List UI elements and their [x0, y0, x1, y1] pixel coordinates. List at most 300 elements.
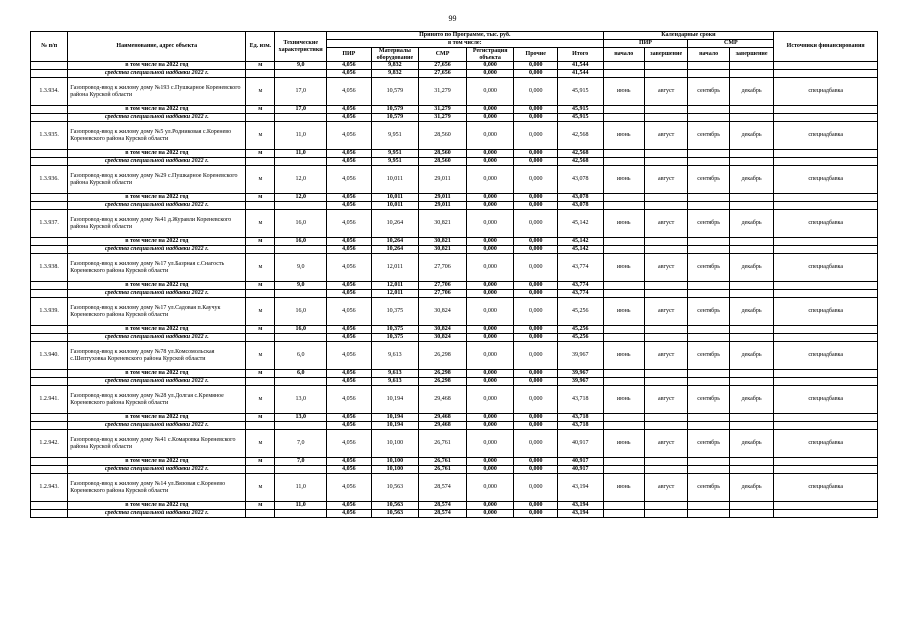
year-row — [31, 106, 878, 114]
pir-cell: 4,056 — [327, 430, 372, 458]
empty-cell — [246, 290, 275, 298]
empty-cell — [603, 282, 644, 290]
pir-cell: 4,056 — [327, 122, 372, 150]
total-cell: 39,967 — [557, 378, 603, 386]
unit-cell: м — [246, 370, 275, 378]
reg-cell: 0,000 — [466, 78, 514, 106]
empty-cell — [603, 246, 644, 254]
total-cell: 43,194 — [557, 502, 603, 510]
smr-cell: 26,761 — [419, 458, 467, 466]
empty-cell — [729, 282, 774, 290]
materials-cell: 10,264 — [371, 210, 419, 238]
object-row — [31, 78, 878, 106]
year-label: в том числе на 2022 год — [68, 194, 246, 202]
total-cell: 45,256 — [557, 326, 603, 334]
materials-cell: 10,375 — [371, 334, 419, 342]
empty-cell — [603, 150, 644, 158]
object-name: Газопровод-ввод к жилому дому №14 ул.Вязовая с.Коренево Кореневского района Курской области — [68, 474, 246, 502]
pir-start-cell: июнь — [603, 298, 644, 326]
empty-cell — [729, 466, 774, 474]
empty-cell — [688, 414, 729, 422]
smr-end-cell: декабрь — [729, 430, 774, 458]
year-row — [31, 194, 878, 202]
reg-cell: 0,000 — [466, 334, 514, 342]
empty-cell — [774, 194, 878, 202]
smr-start-cell: сентябрь — [688, 254, 729, 282]
object-row — [31, 430, 878, 458]
header-smr: СМР — [419, 48, 467, 62]
empty-cell — [688, 458, 729, 466]
empty-cell — [644, 414, 687, 422]
total-cell: 45,142 — [557, 210, 603, 238]
empty-cell — [31, 114, 68, 122]
pir-end-cell: август — [644, 166, 687, 194]
empty-cell — [774, 326, 878, 334]
header-pir-start: начало — [603, 48, 644, 62]
empty-cell — [729, 502, 774, 510]
tech-cell: 16,0 — [275, 210, 327, 238]
total-cell: 45,142 — [557, 246, 603, 254]
other-cell: 0,000 — [514, 122, 557, 150]
empty-cell — [603, 370, 644, 378]
tech-cell: 11,0 — [275, 474, 327, 502]
empty-cell — [275, 466, 327, 474]
empty-cell — [644, 202, 687, 210]
pir-cell: 4,056 — [327, 378, 372, 386]
empty-cell — [729, 422, 774, 430]
smr-start-cell: сентябрь — [688, 298, 729, 326]
materials-cell: 10,194 — [371, 422, 419, 430]
pir-end-cell: август — [644, 386, 687, 414]
materials-cell: 10,563 — [371, 510, 419, 518]
empty-cell — [774, 502, 878, 510]
materials-cell: 10,264 — [371, 238, 419, 246]
reg-cell: 0,000 — [466, 114, 514, 122]
total-cell: 40,917 — [557, 458, 603, 466]
smr-cell: 26,761 — [419, 466, 467, 474]
other-cell: 0,000 — [514, 458, 557, 466]
other-cell: 0,000 — [514, 510, 557, 518]
pir-cell: 4,056 — [327, 246, 372, 254]
materials-cell: 10,100 — [371, 430, 419, 458]
materials-cell: 9,613 — [371, 342, 419, 370]
pir-cell: 4,056 — [327, 62, 372, 70]
pir-start-cell: июнь — [603, 430, 644, 458]
source-cell: спецнадбавка — [774, 78, 878, 106]
empty-cell — [729, 106, 774, 114]
total-cell: 43,718 — [557, 414, 603, 422]
unit-cell: м — [246, 502, 275, 510]
smr-cell: 27,706 — [419, 290, 467, 298]
smr-cell: 30,824 — [419, 334, 467, 342]
empty-cell — [603, 326, 644, 334]
header-materials: Материалы оборудование — [371, 48, 419, 62]
materials-cell: 10,194 — [371, 386, 419, 414]
spec-label: средства специальной надбавки 2022 г. — [68, 246, 246, 254]
unit-cell: м — [246, 62, 275, 70]
reg-cell: 0,000 — [466, 326, 514, 334]
pir-cell: 4,056 — [327, 422, 372, 430]
smr-cell: 29,011 — [419, 202, 467, 210]
other-cell: 0,000 — [514, 370, 557, 378]
reg-cell: 0,000 — [466, 202, 514, 210]
empty-cell — [31, 246, 68, 254]
smr-cell: 30,824 — [419, 326, 467, 334]
empty-cell — [644, 422, 687, 430]
reg-cell: 0,000 — [466, 62, 514, 70]
empty-cell — [31, 150, 68, 158]
pir-cell: 4,056 — [327, 78, 372, 106]
empty-cell — [644, 106, 687, 114]
other-cell: 0,000 — [514, 422, 557, 430]
spec-row — [31, 290, 878, 298]
year-label: в том числе на 2022 год — [68, 414, 246, 422]
total-cell: 39,967 — [557, 370, 603, 378]
empty-cell — [729, 414, 774, 422]
smr-end-cell: декабрь — [729, 298, 774, 326]
reg-cell: 0,000 — [466, 422, 514, 430]
empty-cell — [644, 370, 687, 378]
object-name: Газопровод-ввод к жилому дому №193 с.Пушкарное Кореневского района Курской области — [68, 78, 246, 106]
smr-cell: 27,656 — [419, 62, 467, 70]
reg-cell: 0,000 — [466, 150, 514, 158]
empty-cell — [603, 510, 644, 518]
object-row — [31, 122, 878, 150]
smr-start-cell: сентябрь — [688, 166, 729, 194]
object-row — [31, 254, 878, 282]
empty-cell — [31, 510, 68, 518]
total-cell: 43,194 — [557, 510, 603, 518]
other-cell: 0,000 — [514, 342, 557, 370]
other-cell: 0,000 — [514, 210, 557, 238]
empty-cell — [774, 414, 878, 422]
empty-cell — [729, 114, 774, 122]
year-row — [31, 282, 878, 290]
spec-row — [31, 202, 878, 210]
empty-cell — [774, 238, 878, 246]
total-cell: 42,568 — [557, 150, 603, 158]
empty-cell — [774, 150, 878, 158]
reg-cell: 0,000 — [466, 370, 514, 378]
other-cell: 0,000 — [514, 502, 557, 510]
materials-cell: 10,563 — [371, 474, 419, 502]
empty-cell — [774, 378, 878, 386]
spec-row — [31, 158, 878, 166]
smr-cell: 30,824 — [419, 298, 467, 326]
empty-cell — [644, 458, 687, 466]
empty-cell — [774, 290, 878, 298]
unit-cell: м — [246, 238, 275, 246]
empty-cell — [644, 290, 687, 298]
header-name: Наименование, адрес объекта — [68, 32, 246, 62]
empty-cell — [603, 106, 644, 114]
pir-cell: 4,056 — [327, 334, 372, 342]
empty-cell — [603, 414, 644, 422]
empty-cell — [729, 150, 774, 158]
reg-cell: 0,000 — [466, 246, 514, 254]
smr-cell: 27,656 — [419, 70, 467, 78]
empty-cell — [774, 106, 878, 114]
source-cell: спецнадбавка — [774, 210, 878, 238]
tech-cell: 16,0 — [275, 326, 327, 334]
empty-cell — [774, 370, 878, 378]
unit-cell: м — [246, 474, 275, 502]
tech-cell: 9,0 — [275, 254, 327, 282]
spec-label: средства специальной надбавки 2022 г. — [68, 378, 246, 386]
total-cell: 43,774 — [557, 254, 603, 282]
other-cell: 0,000 — [514, 378, 557, 386]
reg-cell: 0,000 — [466, 386, 514, 414]
total-cell: 45,256 — [557, 334, 603, 342]
reg-cell: 0,000 — [466, 106, 514, 114]
reg-cell: 0,000 — [466, 122, 514, 150]
total-cell: 45,256 — [557, 298, 603, 326]
unit-cell: м — [246, 210, 275, 238]
empty-cell — [688, 106, 729, 114]
year-label: в том числе на 2022 год — [68, 370, 246, 378]
tech-cell: 9,0 — [275, 282, 327, 290]
header-smr-end: завершение — [729, 48, 774, 62]
pir-cell: 4,056 — [327, 342, 372, 370]
object-name: Газопровод-ввод к жилому дому №17 ул.Базрная с.Снагость Кореневского района Курской области — [68, 254, 246, 282]
reg-cell: 0,000 — [466, 458, 514, 466]
materials-cell: 10,563 — [371, 502, 419, 510]
empty-cell — [644, 326, 687, 334]
empty-cell — [729, 246, 774, 254]
row-number: 1.3.934. — [31, 78, 68, 106]
empty-cell — [644, 158, 687, 166]
empty-cell — [644, 246, 687, 254]
total-cell: 43,718 — [557, 422, 603, 430]
pir-cell: 4,056 — [327, 238, 372, 246]
table-body — [31, 62, 878, 518]
source-cell: спецнадбавка — [774, 474, 878, 502]
empty-cell — [688, 194, 729, 202]
materials-cell: 9,613 — [371, 378, 419, 386]
unit-cell: м — [246, 166, 275, 194]
pir-cell: 4,056 — [327, 282, 372, 290]
empty-cell — [246, 158, 275, 166]
empty-cell — [31, 458, 68, 466]
reg-cell: 0,000 — [466, 510, 514, 518]
spec-label: средства специальной надбавки 2022 г. — [68, 510, 246, 518]
total-cell: 40,917 — [557, 466, 603, 474]
program-table — [30, 31, 878, 518]
materials-cell: 12,011 — [371, 282, 419, 290]
empty-cell — [774, 466, 878, 474]
pir-end-cell: август — [644, 122, 687, 150]
empty-cell — [246, 510, 275, 518]
header-smr-start: начало — [688, 48, 729, 62]
year-label: в том числе на 2022 год — [68, 282, 246, 290]
header-program: Принято по Программе, тыс. руб. — [327, 32, 603, 40]
pir-cell: 4,056 — [327, 370, 372, 378]
empty-cell — [31, 326, 68, 334]
year-label: в том числе на 2022 год — [68, 150, 246, 158]
smr-cell: 29,011 — [419, 166, 467, 194]
empty-cell — [275, 510, 327, 518]
empty-cell — [774, 202, 878, 210]
tech-cell: 13,0 — [275, 414, 327, 422]
empty-cell — [644, 502, 687, 510]
smr-cell: 28,574 — [419, 474, 467, 502]
materials-cell: 9,951 — [371, 122, 419, 150]
pir-start-cell: июнь — [603, 78, 644, 106]
year-label: в том числе на 2022 год — [68, 106, 246, 114]
empty-cell — [729, 202, 774, 210]
smr-cell: 31,279 — [419, 106, 467, 114]
empty-cell — [275, 290, 327, 298]
pir-cell: 4,056 — [327, 466, 372, 474]
header-reg: Регистрация объекта — [466, 48, 514, 62]
other-cell: 0,000 — [514, 150, 557, 158]
empty-cell — [603, 458, 644, 466]
header-pir: ПИР — [327, 48, 372, 62]
object-row — [31, 166, 878, 194]
empty-cell — [644, 334, 687, 342]
object-row — [31, 298, 878, 326]
empty-cell — [688, 334, 729, 342]
pir-end-cell: август — [644, 254, 687, 282]
tech-cell: 16,0 — [275, 238, 327, 246]
other-cell: 0,000 — [514, 238, 557, 246]
empty-cell — [644, 378, 687, 386]
empty-cell — [31, 334, 68, 342]
source-cell: спецнадбавка — [774, 342, 878, 370]
smr-cell: 30,821 — [419, 246, 467, 254]
empty-cell — [688, 290, 729, 298]
other-cell: 0,000 — [514, 166, 557, 194]
empty-cell — [603, 194, 644, 202]
pir-cell: 4,056 — [327, 210, 372, 238]
reg-cell: 0,000 — [466, 466, 514, 474]
empty-cell — [603, 422, 644, 430]
pir-cell: 4,056 — [327, 502, 372, 510]
pir-start-cell: июнь — [603, 122, 644, 150]
reg-cell: 0,000 — [466, 502, 514, 510]
unit-cell: м — [246, 326, 275, 334]
materials-cell: 10,100 — [371, 458, 419, 466]
year-label: в том числе на 2022 год — [68, 62, 246, 70]
header-unit: Ед. изм. — [246, 32, 275, 62]
other-cell: 0,000 — [514, 290, 557, 298]
reg-cell: 0,000 — [466, 194, 514, 202]
empty-cell — [31, 502, 68, 510]
spec-row — [31, 510, 878, 518]
other-cell: 0,000 — [514, 62, 557, 70]
pir-cell: 4,056 — [327, 290, 372, 298]
year-label: в том числе на 2022 год — [68, 238, 246, 246]
empty-cell — [644, 282, 687, 290]
pir-start-cell: июнь — [603, 474, 644, 502]
smr-cell: 28,560 — [419, 122, 467, 150]
reg-cell: 0,000 — [466, 414, 514, 422]
smr-end-cell: декабрь — [729, 122, 774, 150]
tech-cell: 17,0 — [275, 106, 327, 114]
empty-cell — [729, 370, 774, 378]
empty-cell — [31, 290, 68, 298]
empty-cell — [688, 158, 729, 166]
pir-cell: 4,056 — [327, 326, 372, 334]
smr-start-cell: сентябрь — [688, 122, 729, 150]
reg-cell: 0,000 — [466, 166, 514, 194]
empty-cell — [644, 114, 687, 122]
unit-cell: м — [246, 106, 275, 114]
other-cell: 0,000 — [514, 246, 557, 254]
materials-cell: 10,100 — [371, 466, 419, 474]
object-name: Газопровод-ввод к жилому дому №17 ул.Садовая п.Каучук Кореневского района Курской области — [68, 298, 246, 326]
total-cell: 45,142 — [557, 238, 603, 246]
object-name: Газопровод-ввод к жилому дому №41 д.Журавли Кореневского района Курской области — [68, 210, 246, 238]
smr-cell: 28,574 — [419, 502, 467, 510]
unit-cell: м — [246, 342, 275, 370]
object-name: Газопровод-ввод к жилому дому №78 ул.Комсомольская с.Шептуховка Кореневского района Курской области — [68, 342, 246, 370]
total-cell: 43,774 — [557, 282, 603, 290]
pir-cell: 4,056 — [327, 386, 372, 414]
empty-cell — [246, 202, 275, 210]
year-row — [31, 238, 878, 246]
object-name: Газопровод-ввод к жилому дому №41 с.Комаровка Кореневского района Курской области — [68, 430, 246, 458]
unit-cell: м — [246, 282, 275, 290]
pir-end-cell: август — [644, 474, 687, 502]
empty-cell — [246, 466, 275, 474]
tech-cell: 11,0 — [275, 122, 327, 150]
pir-cell: 4,056 — [327, 474, 372, 502]
empty-cell — [774, 458, 878, 466]
empty-cell — [688, 510, 729, 518]
empty-cell — [31, 194, 68, 202]
smr-cell: 28,560 — [419, 158, 467, 166]
reg-cell: 0,000 — [466, 282, 514, 290]
empty-cell — [644, 466, 687, 474]
empty-cell — [774, 282, 878, 290]
header-sources: Источники финансирования — [774, 32, 878, 62]
header-tech: Технические характеристики — [275, 32, 327, 62]
total-cell: 40,917 — [557, 430, 603, 458]
smr-cell: 26,761 — [419, 430, 467, 458]
materials-cell: 10,011 — [371, 202, 419, 210]
tech-cell: 12,0 — [275, 194, 327, 202]
empty-cell — [774, 158, 878, 166]
empty-cell — [729, 326, 774, 334]
spec-row — [31, 422, 878, 430]
year-row — [31, 326, 878, 334]
smr-cell: 27,706 — [419, 282, 467, 290]
materials-cell: 10,579 — [371, 78, 419, 106]
total-cell: 43,194 — [557, 474, 603, 502]
empty-cell — [246, 378, 275, 386]
empty-cell — [275, 114, 327, 122]
header-other: Прочие — [514, 48, 557, 62]
spec-row — [31, 378, 878, 386]
other-cell: 0,000 — [514, 298, 557, 326]
reg-cell: 0,000 — [466, 298, 514, 326]
tech-cell: 6,0 — [275, 370, 327, 378]
object-row — [31, 342, 878, 370]
empty-cell — [31, 202, 68, 210]
smr-end-cell: декабрь — [729, 386, 774, 414]
unit-cell: м — [246, 430, 275, 458]
smr-cell: 31,279 — [419, 78, 467, 106]
empty-cell — [688, 202, 729, 210]
pir-cell: 4,056 — [327, 458, 372, 466]
smr-cell: 26,298 — [419, 342, 467, 370]
reg-cell: 0,000 — [466, 254, 514, 282]
empty-cell — [729, 158, 774, 166]
smr-start-cell: сентябрь — [688, 210, 729, 238]
empty-cell — [688, 370, 729, 378]
empty-cell — [644, 510, 687, 518]
